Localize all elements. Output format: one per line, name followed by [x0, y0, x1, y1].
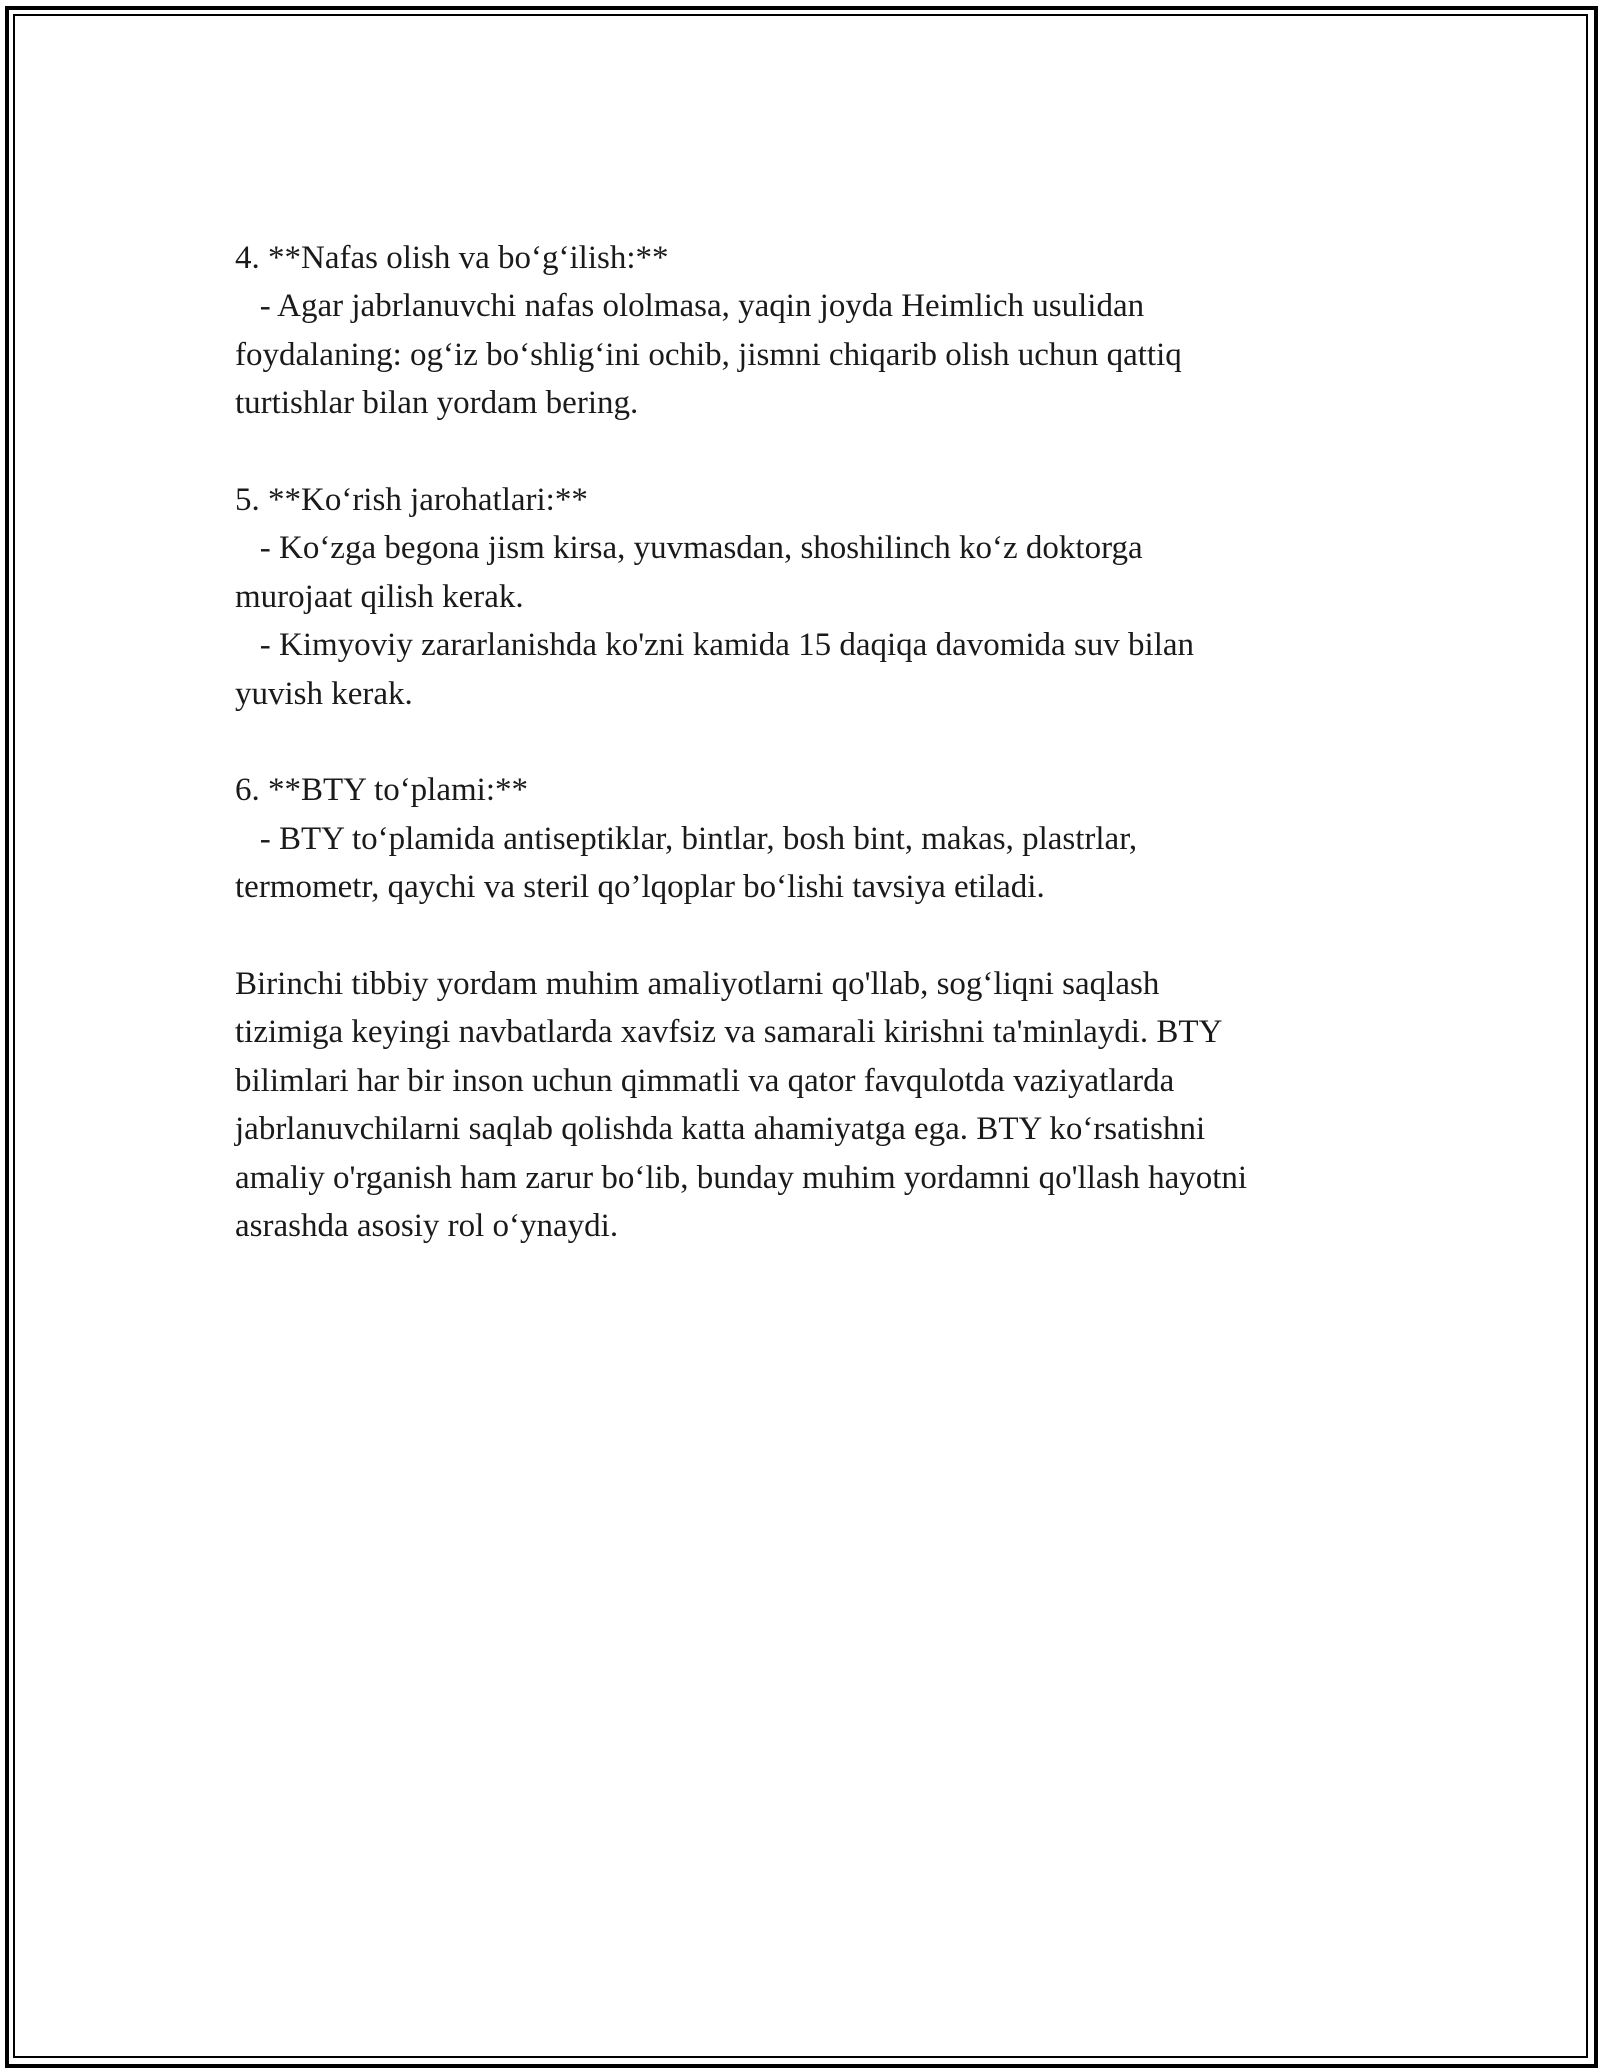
- section-heading: 4. **Nafas olish va bo‘g‘ilish:**: [235, 240, 669, 276]
- paragraph-line: termometr, qaychi va steril qo’lqoplar bo‘lishi tavsiya etiladi.: [235, 869, 1045, 906]
- paragraph-gap: [235, 912, 1385, 960]
- paragraph-line: jabrlanuvchilarni saqlab qolishda katta ahamiyatga ega. BTY ko‘rsatishni: [235, 1111, 1206, 1148]
- section-breathing-choking: [235, 234, 1385, 428]
- paragraph-line: - Kimyoviy zararlanishda ko'zni kamida 15 daqiqa davomida suv bilan: [235, 627, 1195, 664]
- paragraph-line: murojaat qilish kerak.: [235, 578, 524, 615]
- section-eye-injuries: [235, 476, 1385, 718]
- paragraph-line: - BTY to‘plamida antiseptiklar, bintlar, bosh bint, makas, plastrlar,: [235, 820, 1138, 857]
- paragraph-gap: [235, 718, 1385, 766]
- paragraph-line: amaliy o'rganish ham zarur bo‘lib, bunday muhim yordamni qo'llash hayotni: [235, 1159, 1248, 1196]
- section-heading: 6. **BTY to‘plami:**: [235, 772, 529, 809]
- paragraph-line: yuvish kerak.: [235, 675, 413, 712]
- paragraph-line: turtishlar bilan yordam bering.: [235, 385, 639, 422]
- paragraph-line: - Ko‘zga begona jism kirsa, yuvmasdan, shoshilinch ko‘z doktorga: [235, 530, 1143, 567]
- section-heading: 5. **Ko‘rish jarohatlari:**: [235, 482, 588, 519]
- paragraph-line: tizimiga keyingi navbatlarda xavfsiz va samarali kirishni ta'minlaydi. BTY: [235, 1014, 1223, 1051]
- paragraph-line: foydalaning: og‘iz bo‘shlig‘ini ochib, jismni chiqarib olish uchun qattiq: [235, 336, 1182, 373]
- paragraph-line: - Agar jabrlanuvchi nafas ololmasa, yaqin joyda Heimlich usulidan: [235, 288, 1145, 325]
- paragraph-line: bilimlari har bir inson uchun qimmatli va qator favqulotda vaziyatlarda: [235, 1062, 1175, 1099]
- paragraph-gap: [235, 428, 1385, 476]
- document-body: [235, 234, 1385, 1250]
- section-first-aid-kit: [235, 766, 1385, 911]
- conclusion-paragraph: [235, 960, 1385, 1250]
- paragraph-line: asrashda asosiy rol o‘ynaydi.: [235, 1208, 619, 1245]
- paragraph-line: Birinchi tibbiy yordam muhim amaliyotlarni qo'llab, sog‘liqni saqlash: [235, 966, 1160, 1003]
